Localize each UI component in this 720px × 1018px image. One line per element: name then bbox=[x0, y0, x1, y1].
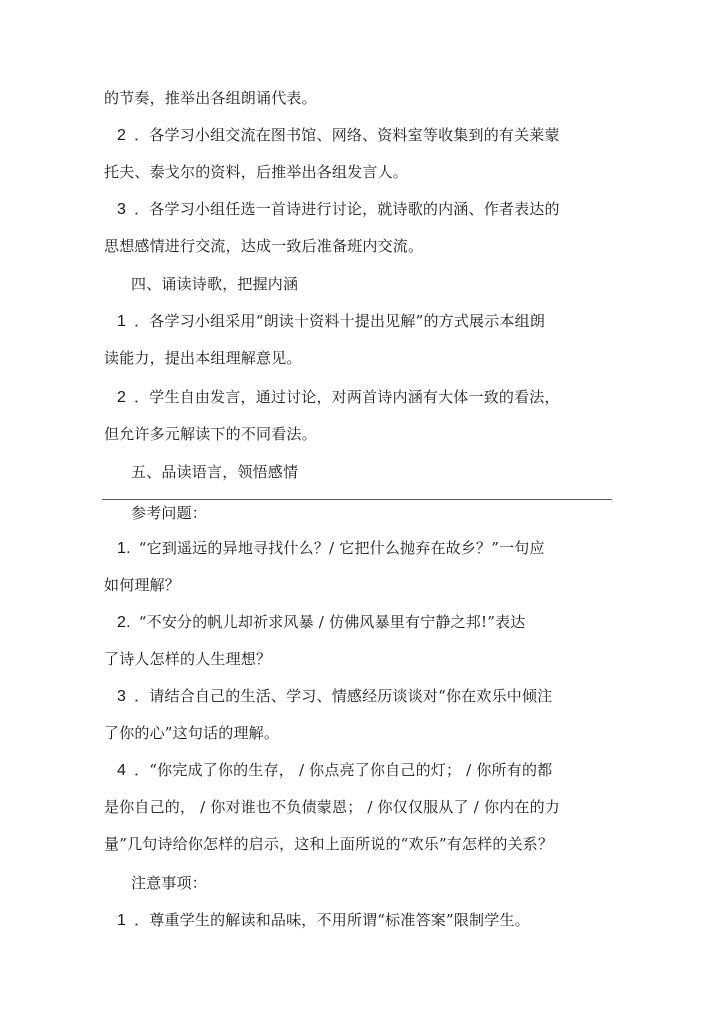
line-text: 思想感情进行交流，达成一致后准备班内交流。 bbox=[104, 237, 424, 255]
line-text: 托夫、泰戈尔的资料，后推举出各组发言人。 bbox=[104, 163, 409, 181]
line-text: ．学生自由发言，通过讨论，对两首诗内涵有大体一致的看法， bbox=[134, 388, 560, 406]
section-heading bbox=[131, 462, 298, 482]
subheading-text: 注意事项： bbox=[131, 874, 208, 892]
line-text: ．请结合自己的生活、学习、情感经历谈谈对“你在欢乐中倾注 bbox=[134, 687, 553, 705]
line-text: 了你的心”这句话的理解。 bbox=[104, 724, 280, 742]
line-text: “不安分的帆儿却祈求风暴 / 仿佛风暴里有宁静之邦!”表达 bbox=[138, 613, 526, 631]
item-number: 3 bbox=[117, 201, 127, 218]
line-text: 的节奏，推举出各组朗诵代表。 bbox=[104, 89, 317, 107]
text-line bbox=[104, 88, 317, 108]
list-item bbox=[117, 538, 545, 559]
list-item bbox=[117, 686, 552, 707]
list-item bbox=[117, 760, 552, 781]
line-text: 读能力，提出本组理解意见。 bbox=[104, 349, 302, 367]
line-text: 如何理解？ bbox=[104, 576, 181, 594]
text-line bbox=[104, 162, 408, 182]
list-item bbox=[117, 612, 526, 633]
horizontal-rule bbox=[102, 499, 612, 500]
text-line bbox=[104, 424, 317, 444]
line-text: ．各学习小组采用“朗读十资料十提出见解”的方式展示本组朗 bbox=[134, 312, 546, 330]
line-text: 了诗人怎样的人生理想？ bbox=[104, 650, 272, 668]
item-number: 4 bbox=[117, 762, 127, 779]
heading-text: 五、品读语言，领悟感情 bbox=[131, 463, 299, 481]
list-item bbox=[117, 387, 560, 408]
list-item bbox=[117, 910, 530, 931]
line-text: 但允许多元解读下的不同看法。 bbox=[104, 425, 317, 443]
item-number: 1 bbox=[117, 313, 127, 330]
subheading-text: 参考问题： bbox=[131, 504, 208, 522]
subheading bbox=[131, 503, 207, 523]
text-line bbox=[104, 348, 302, 368]
text-line bbox=[104, 575, 180, 595]
item-number: 2 bbox=[117, 389, 127, 406]
heading-text: 四、诵读诗歌，把握内涵 bbox=[131, 275, 299, 293]
item-number: 1. bbox=[117, 540, 131, 557]
list-item bbox=[117, 199, 560, 220]
section-heading bbox=[131, 274, 298, 294]
item-number: 1 bbox=[117, 912, 127, 929]
line-text: ．“你完成了你的生存， / 你点亮了你自己的灯； / 你所有的都 bbox=[134, 761, 553, 779]
text-line bbox=[104, 236, 423, 256]
line-text: “它到遥远的异地寻找什么？/ 它把什么抛弃在故乡？”一句应 bbox=[138, 539, 545, 557]
line-text: 量”几句诗给你怎样的启示，这和上面所说的“欢乐”有怎样的关系？ bbox=[104, 835, 554, 853]
item-number: 3 bbox=[117, 688, 127, 705]
line-text: ．各学习小组交流在图书馆、网络、资料室等收集到的有关莱蒙 bbox=[134, 126, 560, 144]
subheading bbox=[131, 873, 207, 893]
item-number: 2 bbox=[117, 127, 127, 144]
item-number: 2. bbox=[117, 614, 131, 631]
list-item bbox=[117, 125, 560, 146]
line-text: 是你自己的， / 你对谁也不负债蒙恩； / 你仅仅服从了 / 你内在的力 bbox=[104, 798, 560, 816]
text-line bbox=[104, 834, 553, 854]
line-text: ．各学习小组任选一首诗进行讨论，就诗歌的内涵、作者表达的 bbox=[134, 200, 560, 218]
text-line bbox=[104, 649, 271, 669]
text-line bbox=[104, 797, 560, 817]
line-text: ．尊重学生的解读和品味，不用所谓“标准答案”限制学生。 bbox=[134, 911, 530, 929]
text-line bbox=[104, 723, 279, 743]
list-item bbox=[117, 311, 545, 332]
